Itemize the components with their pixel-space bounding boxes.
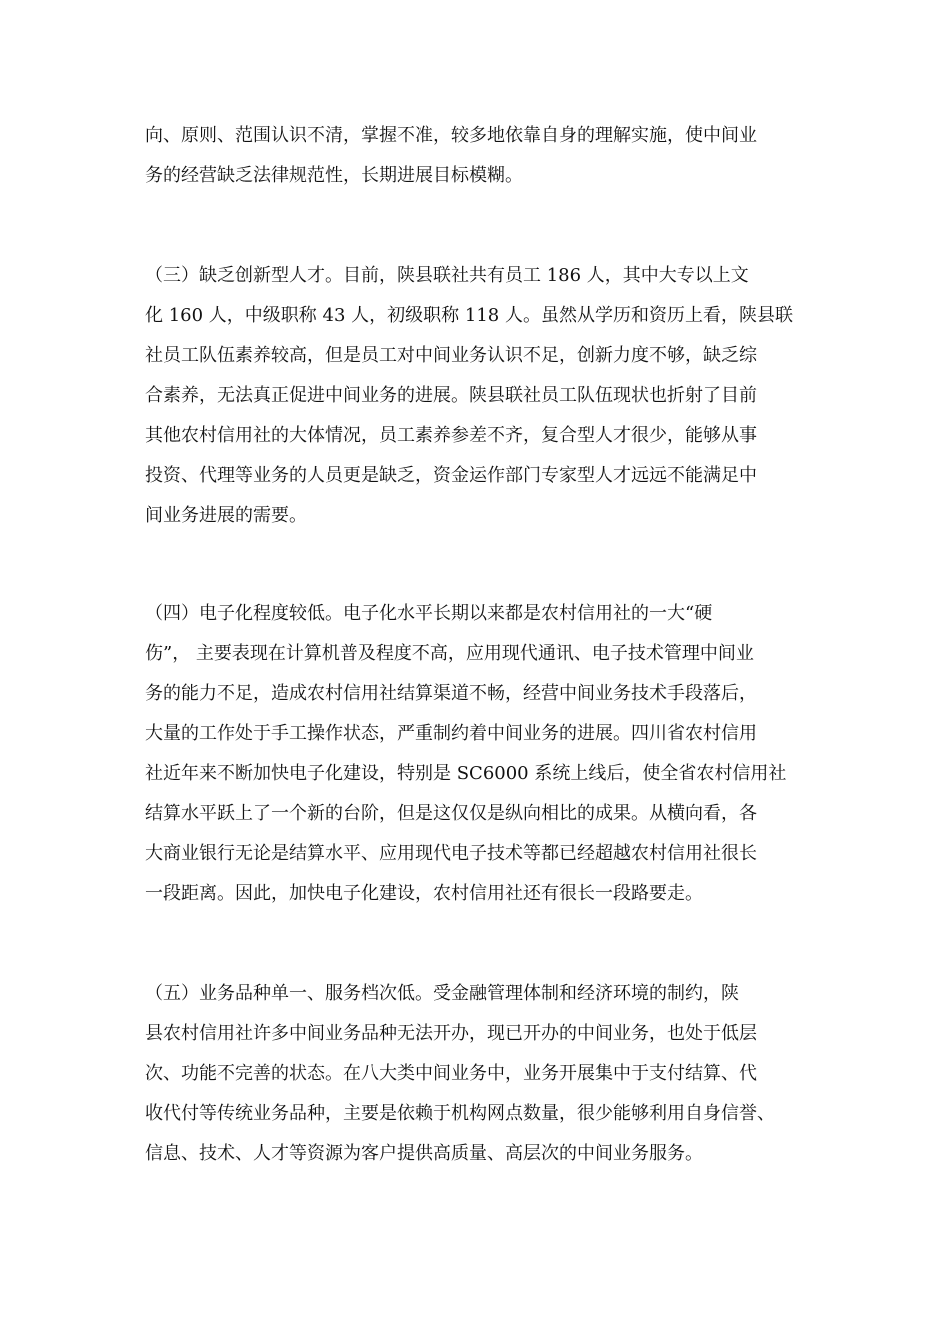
text-line: 县农村信用社许多中间业务品种无法开办，现已开办的中间业务，也处于低层: [145, 1023, 757, 1044]
text-line: 大商业银行无论是结算水平、应用现代电子技术等都已经超越农村信用社很长: [145, 843, 757, 864]
text-line: （四）电子化程度较低。电子化水平长期以来都是农村信用社的一大“硬: [145, 603, 713, 624]
text-line: 务的经营缺乏法律规范性，长期进展目标模糊。: [145, 165, 523, 186]
text-line: 间业务进展的需要。: [145, 505, 307, 526]
text-line: 信息、技术、人才等资源为客户提供高质量、高层次的中间业务服务。: [145, 1143, 703, 1164]
text-line: （三）缺乏创新型人才。目前，陕县联社共有员工 186 人，其中大专以上文: [145, 265, 749, 286]
text-line: 务的能力不足，造成农村信用社结算渠道不畅，经营中间业务技术手段落后，: [145, 683, 757, 704]
text-line: 收代付等传统业务品种，主要是依赖于机构网点数量，很少能够利用自身信誉、: [145, 1103, 775, 1124]
text-line: 次、功能不完善的状态。在八大类中间业务中，业务开展集中于支付结算、代: [145, 1063, 757, 1084]
text-line: 社近年来不断加快电子化建设，特别是 SC6000 系统上线后，使全省农村信用社: [145, 763, 787, 784]
text-line: 社员工队伍素养较高，但是员工对中间业务认识不足，创新力度不够，缺乏综: [145, 345, 757, 366]
text-line: 大量的工作处于手工操作状态，严重制约着中间业务的进展。四川省农村信用: [145, 723, 757, 744]
text-line: 化 160 人，中级职称 43 人，初级职称 118 人。虽然从学历和资历上看，陕县联: [145, 305, 793, 326]
text-line: 结算水平跃上了一个新的台阶，但是这仅仅是纵向相比的成果。从横向看，各: [145, 803, 757, 824]
paragraph-service-variety: [145, 974, 810, 1174]
text-line: 合素养，无法真正促进中间业务的进展。陕县联社员工队伍现状也折射了目前: [145, 385, 757, 406]
paragraph-talent: [145, 256, 810, 536]
text-line: 投资、代理等业务的人员更是缺乏，资金运作部门专家型人才远远不能满足中: [145, 465, 757, 486]
text-line: 一段距离。因此，加快电子化建设，农村信用社还有很长一段路要走。: [145, 883, 703, 904]
paragraph-electronization: [145, 594, 810, 914]
text-line: 其他农村信用社的大体情况，员工素养参差不齐，复合型人才很少，能够从事: [145, 425, 757, 446]
text-line: 向、原则、范围认识不清，掌握不准，较多地依靠自身的理解实施，使中间业: [145, 125, 757, 146]
paragraph-continuation: [145, 116, 810, 196]
text-line: 伤”， 主要表现在计算机普及程度不高，应用现代通讯、电子技术管理中间业: [145, 643, 754, 664]
text-line: （五）业务品种单一、服务档次低。受金融管理体制和经济环境的制约，陕: [145, 983, 739, 1004]
